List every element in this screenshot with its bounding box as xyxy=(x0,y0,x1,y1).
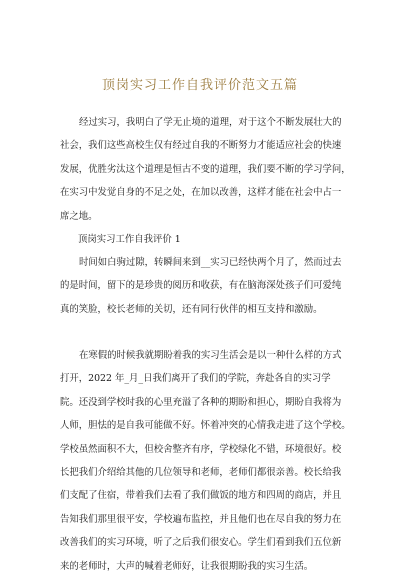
paragraph-line: 学校虽然面积不大，但校舍整齐有序，学校绿化不错，环境很好。校 xyxy=(60,443,342,455)
paragraph-2 xyxy=(60,251,358,321)
paragraph-line: 经过实习，我明白了学无止境的道理，对于这个不断发展壮大的 xyxy=(79,117,342,128)
paragraph-3 xyxy=(60,344,358,578)
paragraph-line: 改善我们的实习环境，听了之后我们很安心。学生们看到我们五位新 xyxy=(60,537,342,549)
paragraph-line: 人师，胆怯的是自我可能做不好。怀着冲突的心情我走进了这个学校。 xyxy=(60,420,351,432)
paragraph-line: 席之地。 xyxy=(60,210,98,222)
paragraph-line: 社会，我们这些高校生仅有经过自我的不断努力才能适应社会的快速 xyxy=(60,140,342,152)
paragraph-line: 来的老师时，大声的喊着老师好，让我很期盼我的实习生活。 xyxy=(60,560,314,572)
paragraph-line: 打开，2022 年_月_日我们离开了我们的学院，奔赴各自的实习学 xyxy=(60,373,331,385)
section-subheading: 顶岗实习工作自我评价 1 xyxy=(78,234,181,245)
paragraph-line: 院。还没到学校时我的心里充溢了各种的期盼和担心，期盼自我将为 xyxy=(60,396,342,408)
paragraph-line: 们支配了住宿，带着我们去看了我们做饭的地方和四周的商店，并且 xyxy=(60,490,342,502)
paragraph-line: 真的笑脸，校长老师的关切，还有同行伙伴的相互支持和激励。 xyxy=(60,303,323,315)
paragraph-line: 时间如白驹过隙，转瞬间来到__实习已经快两个月了，然而过去 xyxy=(79,257,342,268)
paragraph-line: 在寒假的时候我就期盼着我的实习生活会是以一种什么样的方式 xyxy=(79,350,342,361)
paragraph-line: 的是时间，留下的是珍贵的阅历和收获，有在脑海深处孩子们可爱纯 xyxy=(60,280,342,292)
paragraph-1 xyxy=(60,111,358,228)
document-title: 顶岗实习工作自我评价范文五篇 xyxy=(101,78,298,93)
paragraph-line: 在实习中发觉自身的不足之处，在加以改善，这样才能在社会中占一 xyxy=(60,187,342,199)
paragraph-line: 发展，优胜劣汰这个道理是恒古不变的道理，我们要不断的学习学问， xyxy=(60,163,351,175)
paragraph-line: 长把我们介绍给其他的几位领导和老师，老师们都很亲善。校长给我 xyxy=(60,467,342,479)
paragraph-line: 告知我们那里很平安，学校遍布监控，并且他们也在尽自我的努力在 xyxy=(60,513,342,525)
